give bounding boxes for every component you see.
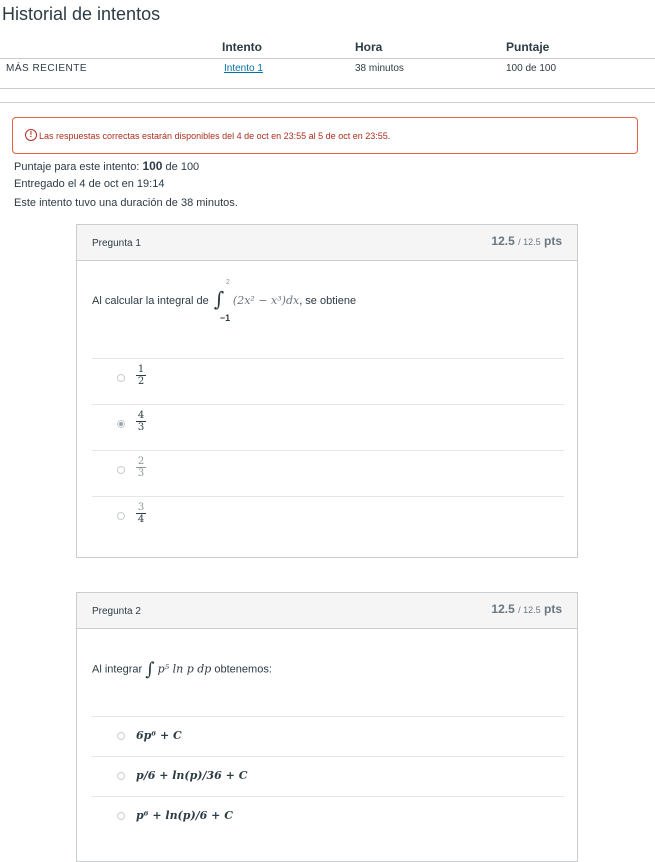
answer-radio[interactable] bbox=[117, 812, 125, 820]
answer-radio-selected[interactable] bbox=[117, 420, 125, 428]
answer-radio[interactable] bbox=[117, 512, 125, 520]
answer-option[interactable] bbox=[92, 716, 564, 757]
integral-upper-limit: 2 bbox=[225, 279, 230, 286]
answer-option[interactable] bbox=[92, 450, 564, 497]
attempt-duration: Este intento tuvo una duración de 38 minutos. bbox=[14, 197, 238, 209]
question-prompt bbox=[92, 279, 357, 323]
points-total: / 12.5 bbox=[518, 605, 541, 615]
integral-symbol: ∫ bbox=[145, 659, 155, 680]
answer-expression: p/6 + ln(p)/36 + C bbox=[136, 769, 248, 782]
warning-circle-icon: ! bbox=[25, 129, 37, 141]
answer-option[interactable] bbox=[92, 796, 564, 837]
answer-expression: 6p⁶ + C bbox=[136, 729, 182, 742]
submitted-date: Entregado el 4 de oct en 19:14 bbox=[14, 178, 165, 190]
attempt-time: 38 minutos bbox=[355, 63, 404, 74]
integral-sign bbox=[212, 279, 231, 323]
question-prompt bbox=[92, 659, 272, 680]
integrand: p⁵ ln p dp bbox=[157, 662, 212, 676]
table-divider bbox=[0, 88, 655, 89]
score-prefix: Puntaje para este intento: bbox=[14, 161, 140, 173]
integral-symbol: ∫ bbox=[213, 287, 225, 311]
page-title: Historial de intentos bbox=[2, 4, 161, 24]
attempt-score: 100 de 100 bbox=[506, 63, 557, 74]
section-divider bbox=[0, 102, 655, 103]
integral-lower-limit: −1 bbox=[219, 313, 231, 323]
question-2-card bbox=[76, 592, 578, 862]
answer-radio[interactable] bbox=[117, 732, 125, 740]
prompt-after: obtenemos: bbox=[214, 663, 272, 676]
question-points bbox=[491, 602, 562, 616]
answer-radio[interactable] bbox=[117, 374, 125, 382]
question-points bbox=[491, 234, 562, 248]
points-earned: 12.5 bbox=[491, 602, 515, 616]
answer-fraction: $\frac{4}{3}$ bbox=[137, 410, 145, 433]
points-unit: pts bbox=[544, 234, 562, 248]
points-earned: 12.5 bbox=[491, 234, 515, 248]
points-unit: pts bbox=[544, 602, 562, 616]
prompt-before: Al calcular la integral de bbox=[92, 294, 209, 307]
correct-answers-alert bbox=[12, 117, 638, 154]
column-header-time: Hora bbox=[355, 40, 383, 54]
column-header-score: Puntaje bbox=[506, 40, 550, 54]
answer-fraction: $\frac{3}{4}$ bbox=[137, 502, 145, 525]
answer-fraction: $\frac{2}{3}$ bbox=[137, 456, 145, 479]
answer-option[interactable] bbox=[92, 358, 564, 405]
prompt-before: Al integrar bbox=[92, 663, 143, 676]
integrand: (2x² − x³)dx bbox=[232, 293, 300, 307]
score-summary bbox=[14, 159, 199, 173]
question-title: Pregunta 1 bbox=[92, 238, 141, 249]
score-value: 100 bbox=[142, 159, 163, 173]
score-suffix: de 100 bbox=[165, 161, 200, 173]
question-header bbox=[77, 593, 577, 629]
question-title: Pregunta 2 bbox=[92, 606, 141, 617]
prompt-after: , se obtiene bbox=[299, 294, 357, 307]
attempt-link[interactable]: Intento 1 bbox=[224, 63, 263, 74]
alert-text: Las respuestas correctas estarán disponibles del 4 de oct en 23:55 al 5 de oct en 23:55. bbox=[39, 131, 391, 141]
table-header-row bbox=[0, 38, 655, 58]
answer-expression: p⁶ + ln(p)/6 + C bbox=[136, 809, 233, 822]
answer-option[interactable] bbox=[92, 756, 564, 797]
most-recent-label: MÁS RECIENTE bbox=[6, 63, 88, 74]
answer-radio[interactable] bbox=[117, 772, 125, 780]
answer-radio[interactable] bbox=[117, 466, 125, 474]
column-header-attempt: Intento bbox=[222, 40, 262, 54]
answer-option[interactable] bbox=[92, 496, 564, 543]
table-row bbox=[0, 58, 655, 81]
answer-fraction: $\frac{1}{2}$ bbox=[137, 364, 145, 387]
answer-option-selected[interactable] bbox=[92, 404, 564, 451]
points-total: / 12.5 bbox=[518, 237, 541, 247]
attempt-history-table bbox=[0, 38, 655, 81]
question-header bbox=[77, 225, 577, 261]
question-1-card bbox=[76, 224, 578, 558]
